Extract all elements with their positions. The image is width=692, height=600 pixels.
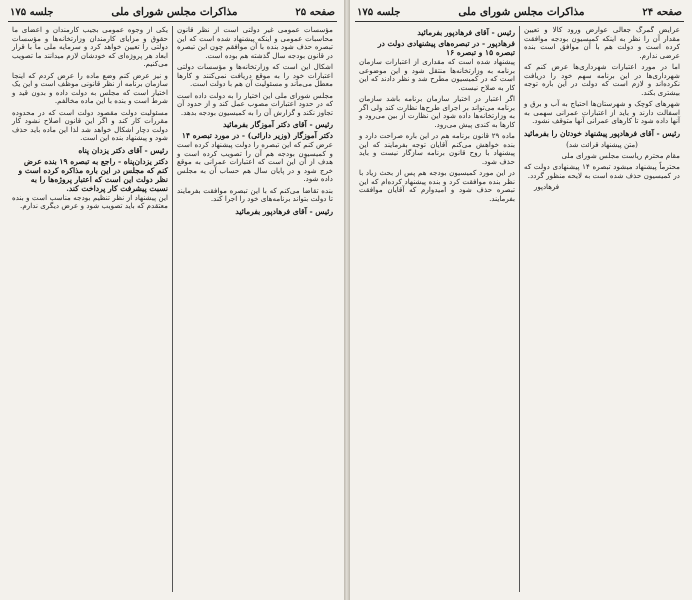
speaker-line: رئیس - آقای فرهادپور بفرمائید [417, 28, 515, 37]
left-page-number: صفحه ۲۵ [295, 7, 335, 18]
paragraph: پیشنهاد شده است که مقداری از اعتبارات سازمان برنامه به وزارتخانه‌ها منتقل شود و این موضوعی است که در کمیسیون مطرح شد و نظر دادند که این کار به صلاح نیست. [359, 57, 515, 92]
left-page-session: جلسه ۱۷۵ [10, 7, 54, 18]
left-page-title: مذاکرات مجلس شورای ملی [111, 6, 238, 18]
right-page-number: صفحه ۲۴ [642, 7, 682, 18]
right-page-header [355, 6, 684, 22]
paragraph: (متن پیشنهاد قرائت شد) [566, 140, 638, 149]
speaker-line: رئیس - آقای فرهادپور پیشنهاد خودتان را بفرمائید [524, 128, 680, 138]
signature-line: فرهادپور [534, 183, 560, 191]
right-page-columns [355, 26, 684, 592]
paragraph: اشکال این است که وزارتخانه‌ها و مؤسسات دولتی اعتبارات خود را به موقع دریافت نمی‌کنند و کارها معطل می‌ماند و مسئولیت آن هم با دولت است. [177, 62, 333, 88]
paragraph: شهرهای کوچک و شهرستان‌ها احتیاج به آب و برق و اسفالت دارند و باید از اعتبارات عمرانی سهمی به آنها داده شود تا کارهای عمرانی آنها متوقف نشود. [524, 99, 680, 125]
speaker-line: رئیس - آقای فرهادپور بفرمائید [235, 206, 333, 216]
paragraph: اما در مورد اعتبارات شهرداری‌ها عرض کنم که شهرداری‌ها در این برنامه سهم خود را دریافت نکرده‌اند و لازم است که دولت در این باره توجه بیشتری بکند. [524, 62, 680, 97]
paragraph: عرایض گمرگ جعالی عوارض ورود کالا و تعیین مقدار آن را نظر به اینکه کمیسیون بودجه موافقت کرده است و دولت هم با آن موافق است بنده عرضی ندارم. [524, 26, 680, 60]
paragraph: مقام محترم ریاست مجلس شورای ملی [561, 150, 680, 160]
paragraph: یکی از وجوه عمومی بجیب کارمندان و اعضای ما حقوق و مزایای کارمندان وزارتخانه‌ها و مؤسسات دولتی را تعیین خواهد کرد و سرمایه ملی ما با قرار ابعاد هر پروژه‌ای که خودشان لازم میدانند ما تصویب می‌کنیم. [12, 26, 168, 68]
paragraph: عرض کنم که این تبصره را دولت پیشنهاد کرده است و کمیسیون بودجه هم آن را تصویب کرده است و هدف از آن این است که اعتبارات عمرانی به موقع خرج شود و در پایان سال هم حساب آن به مجلس داده شود. [177, 140, 333, 183]
paragraph: و نیز عرض کنم وضع ماده را عرض کردم که اینجا سازمان برنامه از نظر قانونی موظف است و این یک اختیار است که مجلس به دولت داده و بدون قید و شرط است و بنده با این ماده مخالفم. [12, 70, 168, 105]
speaker-line: دکتر آموزگار (وزیر دارائی) - در مورد تبصره ۱۴ [181, 131, 333, 140]
right-page-column-right [520, 26, 684, 592]
speaker-line: رئیس - آقای دکتر یزدان پناه [78, 145, 168, 155]
paragraph: اگر اعتبار در اختیار سازمان برنامه باشد سازمان برنامه می‌تواند بر اجرای طرح‌ها نظارت کند ولی اگر به وزارتخانه‌ها داده شود این نظارت از بین می‌رود و کارها به کندی پیش می‌رود. [359, 94, 515, 129]
paragraph: ماده ۲۹ قانون برنامه هم در این باره صراحت دارد و بنده خواهش می‌کنم آقایان توجه بفرمایند که این پیشنهاد با روح قانون برنامه سازگار نیست و باید حذف شود. [359, 131, 516, 166]
book-gutter [344, 0, 350, 600]
left-page-column-left [8, 26, 173, 592]
paragraph: محترماً پیشنهاد میشود تبصره ۱۴ پیشنهادی دولت که در کمیسیون حذف شده است به لایحه منظور گردد. [524, 162, 680, 180]
left-page-header [8, 6, 337, 22]
paragraph: مجلس شورای ملی این اختیار را به دولت داده است که در حدود اعتبارات مصوب عمل کند و از حدود آن تجاوز نکند و گزارش آن را به کمیسیون بودجه بدهد. [177, 90, 333, 117]
paragraph: مسئولیت دولت مقصود دولت است که در محدوده مقررات کار کند و اگر این قانون اصلاح نشود کار دولت دچار اشکال خواهد شد لذا این ماده باید حذف شود و پیشنهاد بنده این است. [12, 107, 168, 142]
right-page-session: جلسه ۱۷۵ [357, 7, 401, 18]
right-page [346, 0, 692, 600]
speaker-line: فرهادپور - در تبصره‌های پیشنهادی دولت در تبصره ۱۵ و تبصره ۱۶ [377, 39, 515, 57]
paragraph: مؤسسات عمومی غیر دولتی است از نظر قانون محاسبات عمومی و اینکه پیشنهاد شده است که این تبصره حذف شود بنده با آن موافقم چون این تبصره در قانون بودجه سال گذشته هم بوده است. [177, 26, 333, 60]
speaker-line: رئیس - آقای دکتر آموزگار بفرمائید [223, 120, 333, 129]
paragraph: این پیشنهاد از نظر تنظیم بودجه مناسب است و بنده معتقدم که باید تصویب شود و عرض دیگری ندارم. [12, 192, 168, 210]
left-page-columns [8, 26, 337, 592]
left-page-column-right [173, 26, 337, 592]
paragraph: بنده تقاضا می‌کنم که با این تبصره موافقت بفرمایند تا دولت بتواند برنامه‌های خود را اجرا کند. [177, 185, 333, 203]
right-page-column-left [355, 26, 520, 592]
speaker-line: دکتر یزدان‌پناه - راجع به تبصره ۱۹ بنده عرض کنم که مجلس در این باره مذاکره کرده است و نظر دولت این است که اعتبار پروژه‌ها را به نسبت پیشرفت کار پرداخت کند. [18, 156, 168, 193]
right-page-title: مذاکرات مجلس شورای ملی [458, 6, 585, 18]
paragraph: در این مورد کمیسیون بودجه هم پس از بحث زیاد با نظر بنده موافقت کرد و بنده پیشنهاد کرده‌ام که این تبصره حذف شود و امیدوارم که آقایان موافقت بفرمایند. [359, 168, 515, 203]
